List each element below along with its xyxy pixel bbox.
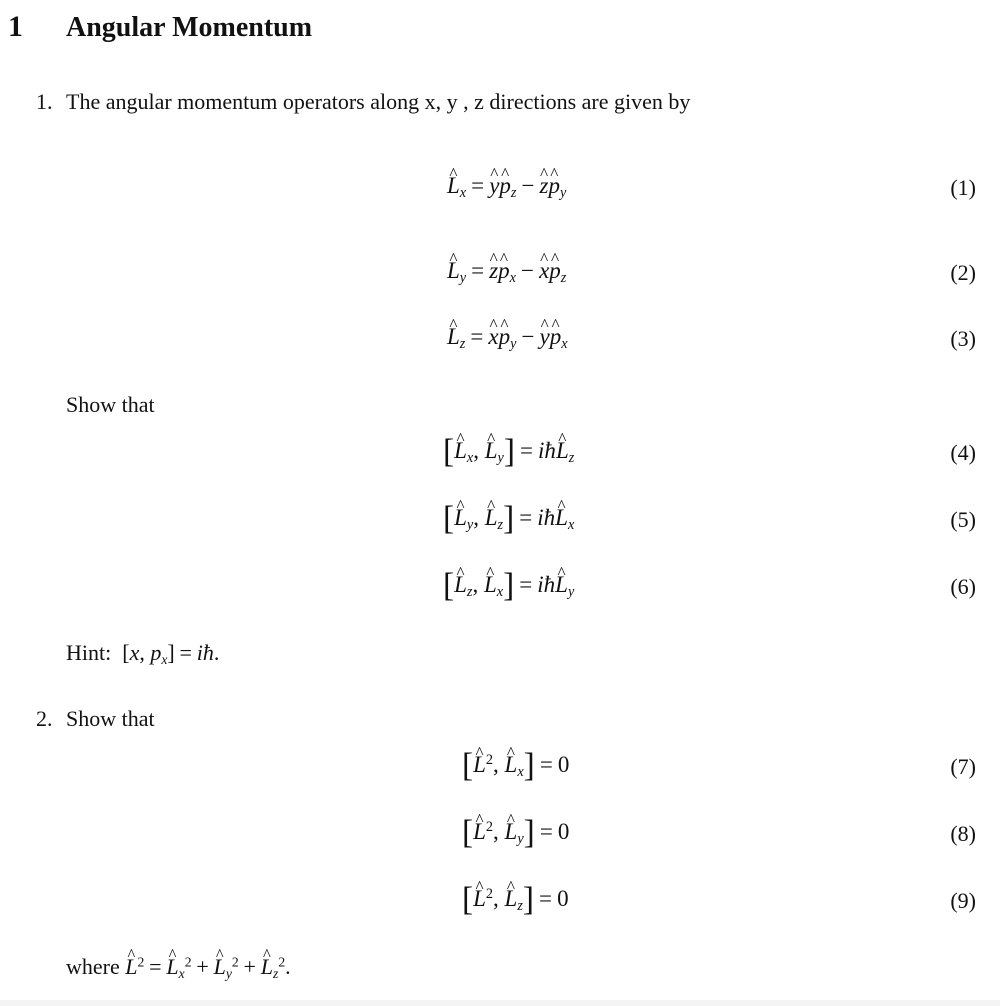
item-1-intro: The angular momentum operators along x, y , z directions are given by xyxy=(66,89,691,114)
section-title: Angular Momentum xyxy=(66,12,313,43)
show-that-1: Show that xyxy=(66,392,155,417)
item-1-number: 1. xyxy=(36,89,53,114)
equation-number-1: (1) xyxy=(950,175,976,200)
equation-2: ^ $L_y$ =^ z^ $p_x$ −^ x^ $p_z$ xyxy=(447,258,566,284)
show-that-2: Show that xyxy=(66,706,155,731)
where-clause: where ^ $L^2$ =^ $L_x^2$ +^ $L_y^2$ +^ $L_z^2$. xyxy=(66,954,291,980)
equation-1: ^ $L_x$ =^ y^ $p_z$ −^ z^ $p_y$ xyxy=(447,173,566,199)
page-bottom-edge xyxy=(0,1000,1000,1006)
equation-3: ^ $L_z$ =^ x^ $p_y$ −^ y^ $p_x$ xyxy=(447,324,568,350)
equation-9: [^ $L^2$, ^ $L_z] = 0$ xyxy=(462,886,569,912)
section-number: 1 xyxy=(8,10,23,43)
item-2-number: 2. xyxy=(36,706,53,731)
equation-4: [^ $L_x$, ^ $L_y$] = iħ^ $L_z$ xyxy=(443,438,574,464)
where-label: where xyxy=(66,954,120,979)
equation-7: [^ $L^2$, ^ $L_x] = 0$ xyxy=(462,752,569,778)
equation-5: [^ $L_y$, ^ $L_z$] = iħ^ $L_x$ xyxy=(443,505,574,531)
equation-6: [^ $L_z$, ^ $L_x$] = iħ^ $L_y$ xyxy=(443,572,574,598)
equation-number-5: (5) xyxy=(950,507,976,532)
equation-number-9: (9) xyxy=(950,888,976,913)
equation-number-6: (6) xyxy=(950,574,976,599)
equation-number-7: (7) xyxy=(950,754,976,779)
equation-number-3: (3) xyxy=(950,326,976,351)
equation-number-8: (8) xyxy=(950,821,976,846)
equation-8: [^ $L^2$, ^ $L_y] = 0$ xyxy=(462,819,569,845)
hint: Hint: [x, $p_x$] = iħ. xyxy=(66,640,220,667)
equation-number-2: (2) xyxy=(950,260,976,285)
hint-label: Hint: xyxy=(66,640,112,665)
equation-number-4: (4) xyxy=(950,440,976,465)
